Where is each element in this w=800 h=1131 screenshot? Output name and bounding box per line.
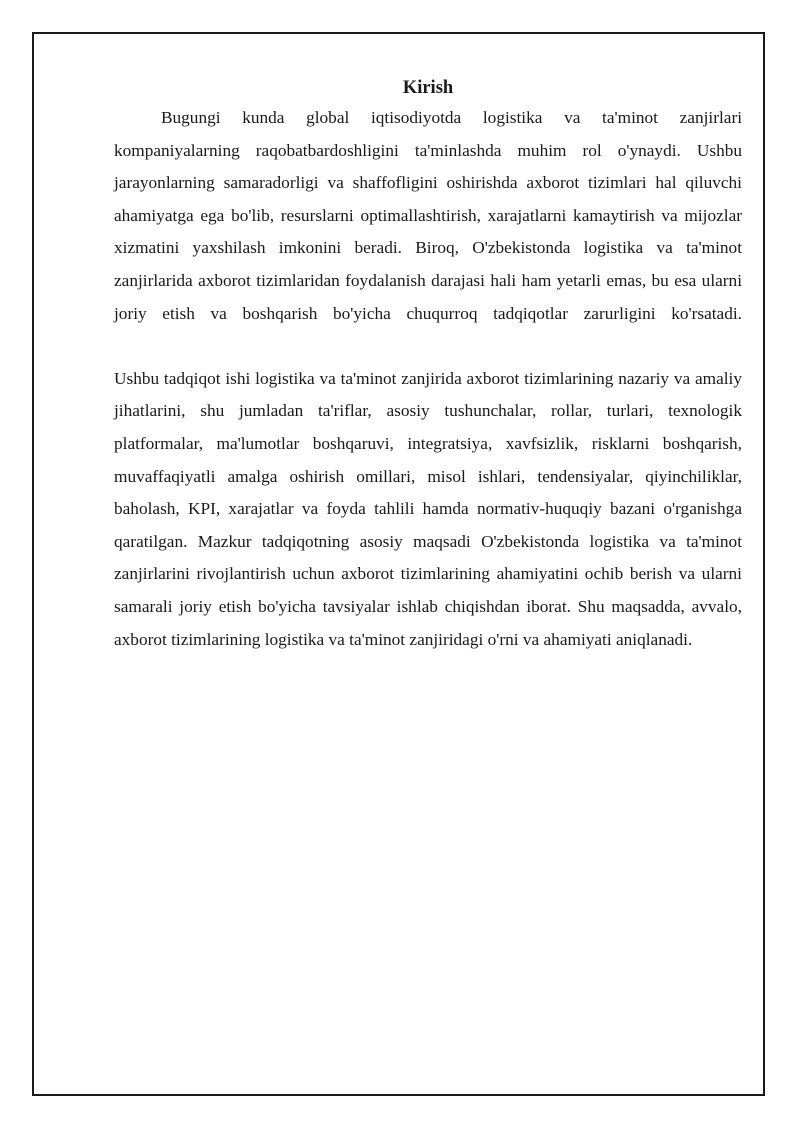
section-heading: Kirish [402,78,454,98]
research-paragraph: Ushbu tadqiqot ishi logistika va ta'minot zanjirida axborot tizimlarining nazariy va amaliy jihatlarini, shu jumladan ta'riflar, asosiy tushunchalar, rollar, turlari, texnologik platformalar, ma'lumotlar boshqaruvi, integratsiya, xavfsizlik, risklarni boshqarish, muvaffaqiyatli amalga oshirish omillari, misol ishlari, tendensiyalar, qiyinchiliklar, baholash, KPI, xarajatlar va foyda tahlili hamda normativ-huquqiy bazani o'rganishga qaratilgan. Mazkur tadqiqotning asosiy maqsadi O'zbekistonda logistika va ta'minot zanjirlarini rivojlantirish uchun axborot tizimlarining ahamiyatini ochib berish va ularni samarali joriy etish bo'yicha tavsiyalar ishlab chiqishdan iborat. Shu maqsadda, avvalo, axborot tizimlarining logistika va ta'minot zanjiridagi o'rni va ahamiyati aniqlanadi. [114,368,742,649]
document-body [114,76,742,656]
intro-paragraph: Bugungi kunda global iqtisodiyotda logistika va ta'minot zanjirlari kompaniyalarning raqobatbardoshligini ta'minlashda muhim rol o'ynaydi. Ushbu jarayonlarning samaradorligi va shaffofligini oshirishda axborot tizimlari hal qiluvchi ahamiyatga ega bo'lib, resurslarni optimallashtirish, xarajatlarni kamaytirish va mijozlar xizmatini yaxshilash imkonini beradi. Biroq, O'zbekistonda logistika va ta'minot zanjirlarida axborot tizimlaridan foydalanish darajasi hali ham yetarli emas, bu esa ularni joriy etish va boshqarish bo'yicha chuqurroq tadqiqotlar zarurligini ko'rsatadi. [114,108,742,323]
paragraph-spacer [114,330,742,363]
